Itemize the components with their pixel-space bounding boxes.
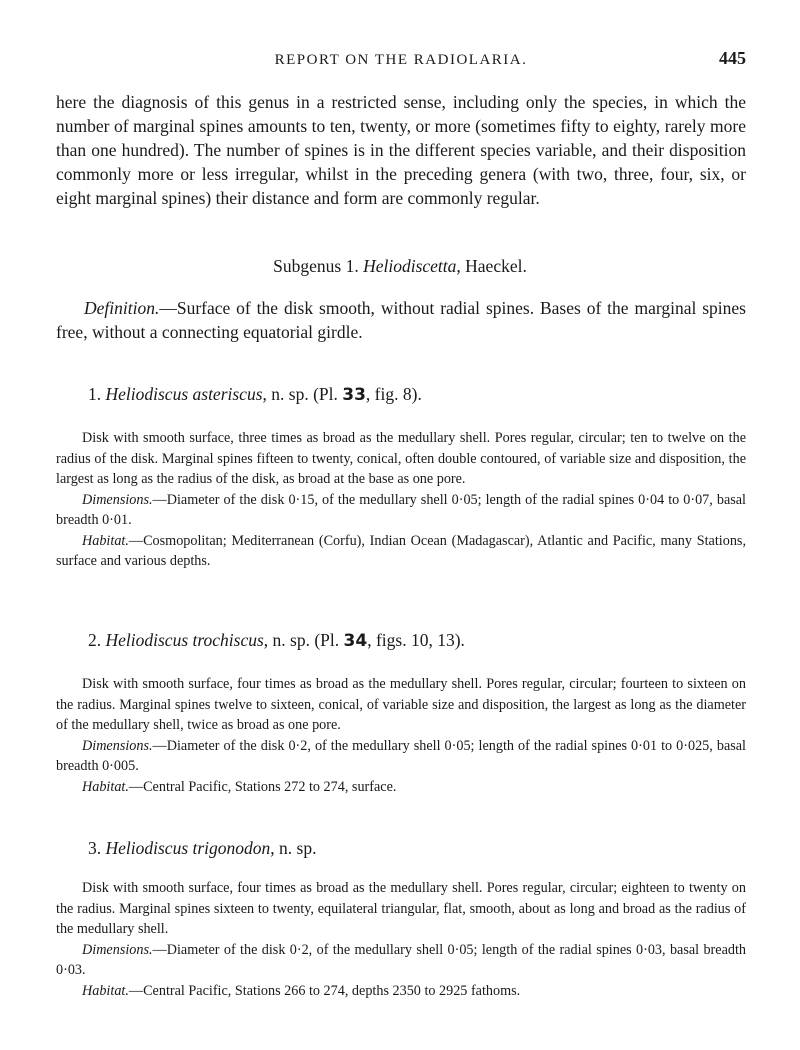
dimensions-text: —Diameter of the disk 0·15, of the medullary shell 0·05; length of the radial spines 0·04 to 0·07, basal breadth 0·01.: [56, 491, 746, 528]
species-suffix: , n. sp.: [270, 838, 317, 858]
habitat-line: [56, 777, 746, 798]
subgenus-author: , Haeckel.: [456, 256, 527, 276]
species-description-block: [56, 428, 746, 572]
definition-text: —Surface of the disk smooth, without radial spines. Bases of the marginal spines free, without a connecting equatorial girdle.: [56, 298, 746, 342]
definition-paragraph: [56, 296, 746, 344]
species-name: Heliodiscus trigonodon: [105, 838, 271, 858]
habitat-line: [56, 981, 746, 1002]
subgenus-heading: [0, 256, 800, 277]
dimensions-label: Dimensions.: [82, 941, 153, 958]
dimensions-line: [56, 736, 746, 777]
species-number: 2.: [88, 630, 106, 650]
page-number: 445: [719, 48, 746, 68]
species-suffix: , n. sp. (Pl.: [263, 630, 344, 650]
running-head: REPORT ON THE RADIOLARIA.: [274, 52, 528, 68]
habitat-text: —Central Pacific, Stations 266 to 274, depths 2350 to 2925 fathoms.: [128, 982, 521, 999]
species-description-block: [56, 674, 746, 797]
figure-ref: , figs. 10, 13).: [367, 630, 465, 650]
habitat-text: —Cosmopolitan; Mediterranean (Corfu), Indian Ocean (Madagascar), Atlantic and Pacific, many Stations, surface and various depths.: [56, 532, 746, 569]
species-number: 3.: [88, 838, 106, 858]
dimensions-line: [56, 940, 746, 981]
plate-number: 34: [343, 631, 368, 651]
plate-number: 33: [342, 385, 366, 405]
species-heading: [88, 838, 316, 859]
habitat-label: Habitat.: [82, 982, 129, 999]
species-description-block: [56, 878, 746, 1001]
figure-ref: , fig. 8).: [365, 384, 422, 404]
species-suffix: , n. sp. (Pl.: [262, 384, 343, 404]
dimensions-label: Dimensions.: [82, 491, 153, 508]
dimensions-line: [56, 490, 746, 531]
dimensions-text: —Diameter of the disk 0·2, of the medullary shell 0·05; length of the radial spines 0·01 to 0·025, basal breadth 0·005.: [56, 737, 746, 774]
species-description: Disk with smooth surface, four times as broad as the medullary shell. Pores regular, circular; fourteen to sixteen on the radius. Marginal spines twelve to sixteen, conical, of variable size and disposition, the largest as long as the diameter of the medullary shell, twice as broad as one pore.: [56, 676, 746, 733]
species-description: Disk with smooth surface, three times as broad as the medullary shell. Pores regular, circular; ten to twelve on the radius of the disk. Marginal spines fifteen to twenty, conical, often double contoured, of variable size and disposition, the largest as long as the radius of the disk, as broad at the base as one pore.: [56, 430, 746, 487]
page-header: [56, 48, 746, 74]
habitat-label: Habitat.: [82, 532, 129, 549]
dimensions-text: —Diameter of the disk 0·2, of the medullary shell 0·05; length of the radial spines 0·03, basal breadth 0·03.: [56, 941, 746, 978]
species-name: Heliodiscus trochiscus: [105, 630, 264, 650]
subgenus-name: Heliodiscetta: [363, 256, 457, 276]
species-name: Heliodiscus asteriscus: [105, 384, 263, 404]
habitat-label: Habitat.: [82, 778, 129, 795]
species-heading: [88, 384, 422, 405]
habitat-text: —Central Pacific, Stations 272 to 274, surface.: [128, 778, 397, 795]
habitat-line: [56, 531, 746, 572]
intro-paragraph: here the diagnosis of this genus in a restricted sense, including only the species, in which the number of marginal spines amounts to ten, twenty, or more (sometimes fifty to eighty, rarely more than one hundred). The number of spines is in the different species variable, and their disposition commonly more or less irregular, whilst in the preceding genera (with two, three, four, six, or eight marginal spines) their distance and form are commonly regular.: [56, 92, 746, 208]
definition-label: Definition.: [84, 298, 160, 318]
species-number: 1.: [88, 384, 106, 404]
species-heading: [88, 630, 465, 651]
species-description: Disk with smooth surface, four times as broad as the medullary shell. Pores regular, circular; eighteen to twenty on the radius. Marginal spines sixteen to twenty, equilateral triangular, flat, smooth, about as long and broad as the radius of the medullary shell.: [56, 880, 746, 937]
dimensions-label: Dimensions.: [82, 737, 153, 754]
subgenus-prefix: Subgenus 1.: [273, 256, 364, 276]
